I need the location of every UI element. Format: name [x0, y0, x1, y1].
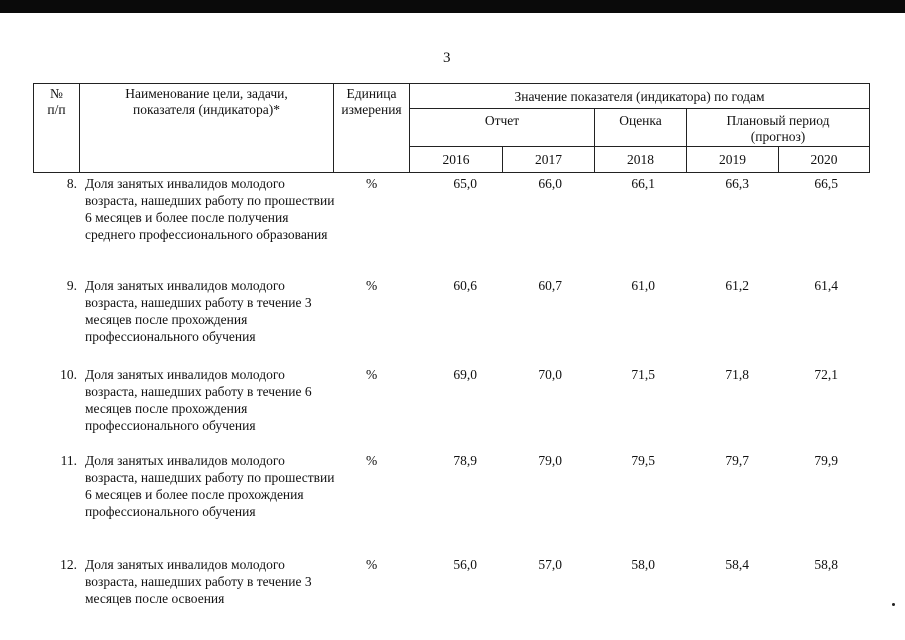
header-estimate: Оценка: [595, 109, 687, 147]
row-value-2016: 65,0: [453, 176, 477, 191]
table-row: [33, 277, 869, 366]
row-value-2016: 69,0: [453, 367, 477, 382]
header-unit: Единица измерения: [334, 84, 410, 173]
row-indicator-name: Доля занятых инвалидов молодого возраста, нашедших работу по прошествии 6 месяцев и более после получения среднего профессионального образования: [85, 176, 335, 242]
row-number: 9.: [66, 278, 77, 293]
header-year-2018: 2018: [595, 147, 687, 173]
header-report: Отчет: [410, 109, 595, 147]
header-plan: Плановый период (прогноз): [687, 109, 870, 147]
row-value-2018: 79,5: [631, 453, 655, 468]
header-year-2019: 2019: [687, 147, 779, 173]
row-value-2019: 66,3: [725, 176, 749, 191]
row-value-2016: 60,6: [453, 278, 477, 293]
row-value-2020: 58,8: [814, 557, 838, 572]
page-number: 3: [443, 50, 451, 66]
table-row: [33, 556, 869, 616]
table-row: [33, 452, 869, 556]
row-unit: %: [366, 278, 378, 293]
table-row: [33, 175, 869, 277]
row-value-2019: 71,8: [725, 367, 749, 382]
row-indicator-name: Доля занятых инвалидов молодого возраста, нашедших работу в течение 6 месяцев после прохождения профессионального обучения: [85, 367, 312, 433]
header-num: № п/п: [34, 84, 80, 173]
row-value-2020: 79,9: [814, 453, 838, 468]
header-year-2017: 2017: [503, 147, 595, 173]
header-year-2016: 2016: [410, 147, 503, 173]
row-value-2020: 72,1: [814, 367, 838, 382]
row-value-2017: 60,7: [538, 278, 562, 293]
row-value-2019: 79,7: [725, 453, 749, 468]
row-indicator-name: Доля занятых инвалидов молодого возраста, нашедших работу в течение 3 месяцев после освоения: [85, 557, 312, 606]
row-indicator-name: Доля занятых инвалидов молодого возраста, нашедших работу по прошествии 6 месяцев и более после прохождения профессионального обучения: [85, 453, 335, 519]
table-header: [33, 83, 870, 173]
row-value-2018: 61,0: [631, 278, 655, 293]
scan-top-edge: [0, 0, 905, 13]
row-number: 11.: [60, 453, 77, 468]
row-value-2016: 78,9: [453, 453, 477, 468]
table-row: [33, 366, 869, 452]
row-unit: %: [366, 453, 378, 468]
row-value-2017: 70,0: [538, 367, 562, 382]
row-value-2019: 61,2: [725, 278, 749, 293]
row-unit: %: [366, 557, 378, 572]
header-year-2020: 2020: [779, 147, 870, 173]
row-value-2019: 58,4: [725, 557, 749, 572]
row-indicator-name: Доля занятых инвалидов молодого возраста, нашедших работу в течение 3 месяцев после прохождения профессионального обучения: [85, 278, 312, 344]
row-value-2020: 61,4: [814, 278, 838, 293]
row-unit: %: [366, 367, 378, 382]
header-values-title: Значение показателя (индикатора) по годам: [410, 84, 870, 109]
row-value-2020: 66,5: [814, 176, 838, 191]
row-value-2017: 66,0: [538, 176, 562, 191]
scan-speck: [892, 603, 895, 606]
row-value-2018: 58,0: [631, 557, 655, 572]
row-number: 8.: [66, 176, 77, 191]
row-value-2018: 71,5: [631, 367, 655, 382]
row-value-2017: 79,0: [538, 453, 562, 468]
row-value-2018: 66,1: [631, 176, 655, 191]
row-value-2017: 57,0: [538, 557, 562, 572]
header-name: Наименование цели, задачи, показателя (индикатора)*: [80, 84, 334, 173]
row-unit: %: [366, 176, 378, 191]
row-value-2016: 56,0: [453, 557, 477, 572]
row-number: 10.: [60, 367, 77, 382]
table-body: [33, 175, 869, 616]
row-number: 12.: [60, 557, 77, 572]
